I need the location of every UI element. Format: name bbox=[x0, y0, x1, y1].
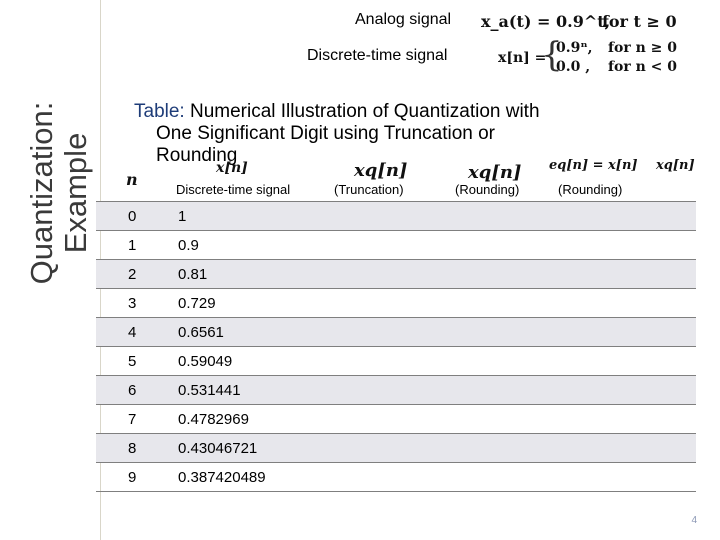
analog-formula: x_a(t) = 0.9^t, bbox=[481, 12, 611, 31]
cell-x: 1 bbox=[178, 208, 187, 225]
page-number: 4 bbox=[691, 515, 697, 526]
table-row bbox=[96, 346, 696, 376]
table-row bbox=[96, 288, 696, 318]
cell-n: 0 bbox=[128, 208, 137, 225]
slide-title bbox=[14, 8, 104, 378]
cell-x: 0.729 bbox=[178, 295, 216, 312]
cell-n: 1 bbox=[128, 237, 137, 254]
header-xq-trunc: xq[n] bbox=[354, 160, 408, 181]
cell-n: 3 bbox=[128, 295, 137, 312]
cell-n: 4 bbox=[128, 324, 137, 341]
cell-x: 0.4782969 bbox=[178, 411, 249, 428]
cell-n: 7 bbox=[128, 411, 137, 428]
cell-n: 8 bbox=[128, 440, 137, 457]
cell-x: 0.59049 bbox=[178, 353, 233, 370]
header-n: n bbox=[126, 170, 138, 189]
header-xq-round-label: (Rounding) bbox=[455, 182, 520, 197]
cell-x: 0.531441 bbox=[178, 382, 241, 399]
cell-n: 6 bbox=[128, 382, 137, 399]
caption-line1: Numerical Illustration of Quantization with bbox=[189, 101, 540, 122]
caption-line3: Rounding bbox=[156, 145, 238, 166]
caption-line2: One Significant Digit using Truncation or bbox=[156, 123, 496, 144]
discrete-case2: 0.0 , bbox=[556, 59, 591, 75]
table-row bbox=[96, 317, 696, 347]
discrete-case2-condition: for n < 0 bbox=[608, 59, 678, 75]
discrete-case1: 0.9ⁿ, bbox=[556, 40, 593, 56]
caption-lead: Table: bbox=[134, 101, 185, 122]
header-error-label: (Rounding) bbox=[558, 182, 623, 197]
brace-icon: { bbox=[541, 35, 563, 75]
quantization-table bbox=[96, 145, 696, 492]
table-row bbox=[96, 433, 696, 463]
cell-x: 0.6561 bbox=[178, 324, 224, 341]
header-xn-label: Discrete-time signal bbox=[176, 182, 291, 197]
cell-x: 0.81 bbox=[178, 266, 208, 283]
cell-x: 0.387420489 bbox=[178, 469, 266, 486]
cell-x: 0.9 bbox=[178, 237, 199, 254]
analog-condition: for t ≥ 0 bbox=[602, 12, 677, 31]
header-xq-last: xq[n] bbox=[656, 158, 695, 173]
table-row bbox=[96, 230, 696, 260]
analog-signal-label: Analog signal bbox=[355, 11, 452, 28]
cell-n: 5 bbox=[128, 353, 137, 370]
header-xn: x[n] bbox=[216, 160, 248, 176]
table-row bbox=[96, 404, 696, 434]
table-row bbox=[96, 259, 696, 289]
table-row bbox=[96, 201, 696, 231]
cell-x: 0.43046721 bbox=[178, 440, 258, 457]
table-row bbox=[96, 462, 696, 492]
cell-n: 2 bbox=[128, 266, 137, 283]
discrete-signal-label: Discrete-time signal bbox=[307, 47, 448, 64]
slide-title-line1: Quantization: bbox=[24, 101, 59, 285]
header-xq-round: xq[n] bbox=[468, 162, 522, 183]
header-xq-trunc-label: (Truncation) bbox=[334, 182, 404, 197]
header-error: eq[n] = x[n] bbox=[549, 158, 638, 173]
table-bottom-rule bbox=[96, 491, 696, 492]
discrete-case1-condition: for n ≥ 0 bbox=[608, 40, 678, 56]
slide-title-line2: Example bbox=[58, 132, 93, 254]
cell-n: 9 bbox=[128, 469, 137, 486]
table-row bbox=[96, 375, 696, 405]
discrete-formula-lhs: x[n] = bbox=[498, 50, 547, 66]
